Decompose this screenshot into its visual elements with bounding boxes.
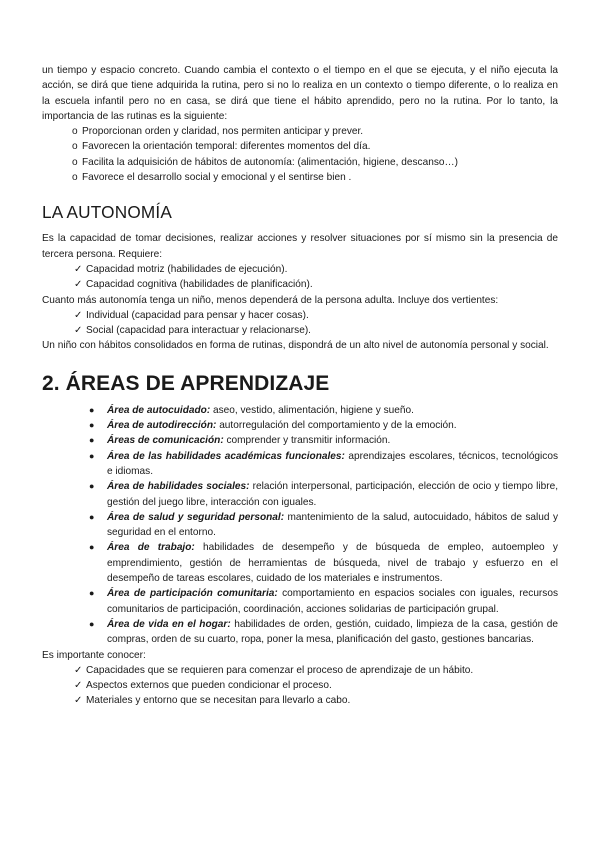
bullet-marker: o <box>72 156 78 168</box>
area-item: ● Área de habilidades sociales: relación interpersonal, participación, elección de ocio y tiempo libre, gestión del juego libre, interacción con iguales. <box>89 481 559 508</box>
autonomia-conclusion: Un niño con hábitos consolidados en forma de rutinas, dispondrá de un alto nivel de autonomía personal y social. <box>42 340 549 352</box>
list-item: o Facilita la adquisición de hábitos de autonomía: (alimentación, higiene, descanso…) <box>42 155 558 170</box>
bullet-dot: ● <box>89 435 95 446</box>
bullet-dot: ● <box>89 404 95 415</box>
bullet-dot: ● <box>89 618 95 629</box>
bullet-dot: ● <box>89 542 95 553</box>
routines-importance-list <box>42 124 558 185</box>
check-icon: ✓ <box>74 309 83 321</box>
check-icon: ✓ <box>74 263 83 275</box>
autonomia-heading: LA AUTONOMÍA <box>42 202 173 223</box>
area-item: ● Área de autocuidado: aseo, vestido, alimentación, higiene y sueño. <box>42 403 558 418</box>
check-icon: ✓ <box>74 325 83 337</box>
bullet-dot: ● <box>89 511 95 522</box>
check-icon: ✓ <box>74 664 83 676</box>
area-item: ● Área de trabajo: habilidades de desempeño y de búsqueda de empleo, autoempleo y emprendimiento, gestión de herramientas de búsqueda, nivel de trabajo y esfuerzo en el desempeño de tareas escolares, cuidado de los materiales e instrumentos. <box>89 542 558 585</box>
area-item: ● Área de participación comunitaria: comportamiento en espacios sociales con iguales, recursos comunitarios de participación, coordinación, acciones solidarias de participación grupal. <box>89 588 558 615</box>
intro-paragraph: un tiempo y espacio concreto. Cuando cambia el contexto o el tiempo en el que se ejecuta, y el niño ejecuta la acción, se dirá que tiene adquirida la rutina, pero si no lo realiza en un contexto o tiempo diferente, o lo realiza en la escuela infantil pero no en casa, se dirá que tiene el hábito aprendido, pero no la rutina. Por lo tanto, la importancia de las rutinas es la siguiente: <box>42 65 558 122</box>
list-item: o Proporcionan orden y claridad, nos permiten anticipar y prever. <box>42 124 558 139</box>
autonomia-definition: Es la capacidad de tomar decisiones, realizar acciones y resolver situaciones por sí mismo sin la presencia de tercera persona. Requiere: <box>42 233 558 260</box>
list-item: ✓ Capacidad motriz (habilidades de ejecución). <box>42 262 558 277</box>
list-item: ✓ Social (capacidad para interactuar y relacionarse). <box>42 323 558 338</box>
bullet-marker: o <box>72 172 78 184</box>
document-page <box>42 63 558 709</box>
bullet-dot: ● <box>89 450 95 461</box>
list-item: ✓ Materiales y entorno que se necesitan para llevarlo a cabo. <box>42 693 558 708</box>
list-item: ✓ Capacidades que se requieren para comenzar el proceso de aprendizaje de un hábito. <box>42 663 558 678</box>
bullet-dot: ● <box>89 481 95 492</box>
know-list <box>42 663 558 709</box>
bullet-marker: o <box>72 126 78 138</box>
area-item: ● Áreas de comunicación: comprender y transmitir información. <box>42 433 558 448</box>
bullet-dot: ● <box>89 588 95 599</box>
requirements-list <box>42 262 558 293</box>
list-item: o Favorece el desarrollo social y emocional y el sentirse bien . <box>42 170 558 185</box>
important-to-know: Es importante conocer: <box>42 649 146 661</box>
check-icon: ✓ <box>74 279 83 291</box>
area-item: ● Área de salud y seguridad personal: mantenimiento de la salud, autocuidado, hábitos de salud y seguridad en el entorno. <box>89 511 558 539</box>
aspects-list <box>42 308 558 339</box>
area-item: ● Área de las habilidades académicas funcionales: aprendizajes escolares, técnicos, tecnológicos e idiomas. <box>89 450 559 477</box>
bullet-dot: ● <box>89 420 95 431</box>
area-item: ● Área de vida en el hogar: habilidades de orden, gestión, cuidado, limpieza de la casa, gestión de compras, orden de su cuarto, ropa, poner la mesa, planificación del gasto, gestiones bancarias. <box>89 618 558 646</box>
learning-areas-list <box>42 403 558 648</box>
check-icon: ✓ <box>74 695 83 707</box>
check-icon: ✓ <box>74 680 83 692</box>
bullet-marker: o <box>72 141 78 153</box>
list-item: o Favorecen la orientación temporal: diferentes momentos del día. <box>42 139 558 154</box>
autonomia-aspects-intro: Cuanto más autonomía tenga un niño, menos dependerá de la persona adulta. Incluye dos vertientes: <box>42 294 499 306</box>
list-item: ✓ Capacidad cognitiva (habilidades de planificación). <box>42 277 558 292</box>
area-item: ● Área de autodirección: autorregulación del comportamiento y de la emoción. <box>42 418 558 433</box>
list-item: ✓ Aspectos externos que pueden condicionar el proceso. <box>42 678 558 693</box>
list-item: ✓ Individual (capacidad para pensar y hacer cosas). <box>42 308 558 323</box>
areas-heading: 2. ÁREAS DE APRENDIZAJE <box>42 371 330 395</box>
